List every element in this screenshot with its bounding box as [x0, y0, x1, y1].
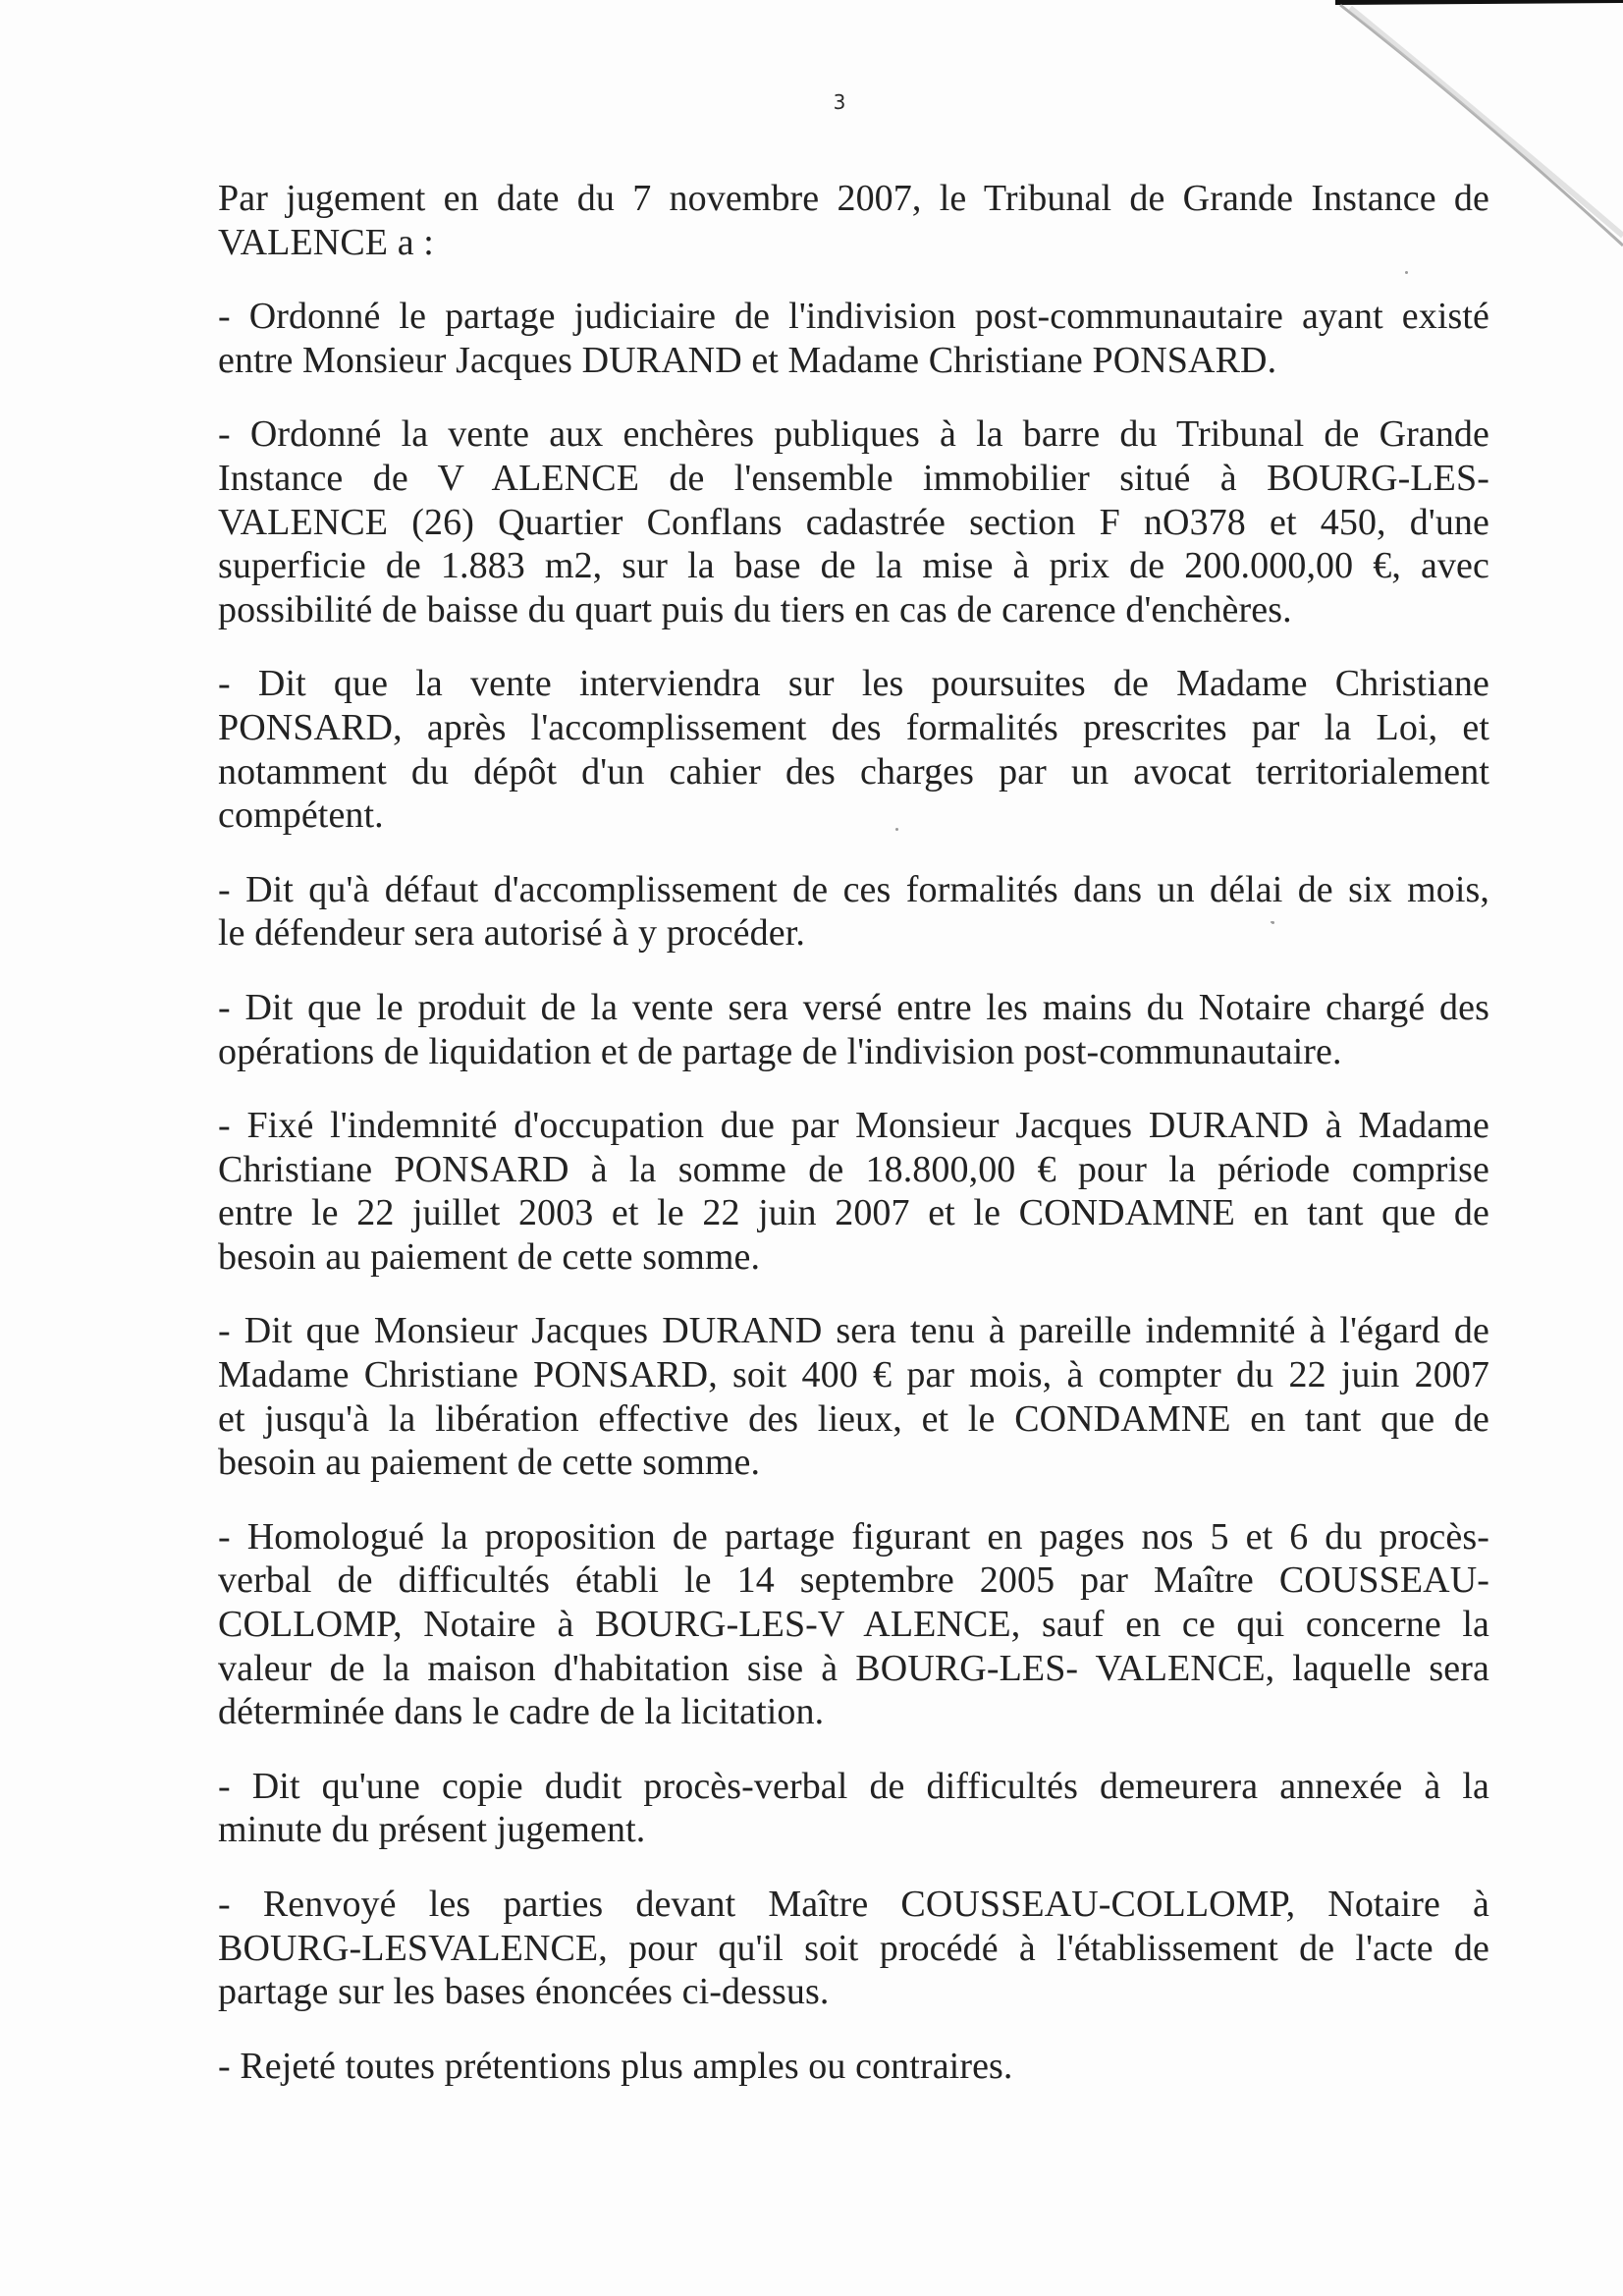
text-line: - Dit qu'à défaut d'accomplissement de ces formalités dans un délai de six mois, [218, 868, 1489, 910]
text-line: PONSARD, après l'accomplissement des formalités prescrites par la Loi, et [218, 706, 1489, 748]
paragraph-copie [218, 1765, 1489, 1852]
text-line: - Ordonné la vente aux enchères publiques à la barre du Tribunal de Grande [218, 413, 1489, 456]
paragraph-pareille-indemnite [218, 1309, 1489, 1484]
text-line: et jusqu'à la libération effective des lieux, et le CONDAMNE en tant que de [218, 1397, 1489, 1440]
text-line: - Renvoyé les parties devant Maître COUSSEAU-COLLOMP, Notaire à [218, 1884, 1489, 1925]
scan-speck [895, 828, 898, 831]
text-line: - Dit qu'une copie dudit procès-verbal de difficultés demeurera annexée à la [218, 1765, 1489, 1807]
text-line: Christiane PONSARD à la somme de 18.800,00 € pour la période comprise [218, 1148, 1489, 1190]
text-line: notamment du dépôt d'un cahier des charges par un avocat territorialement [218, 750, 1489, 793]
text-line: VALENCE (26) Quartier Conflans cadastrée section F nO378 et 450, d'une [218, 501, 1489, 543]
text-line: - Ordonné le partage judiciaire de l'indivision post-communautaire ayant existé [218, 296, 1489, 338]
paragraph-rejete [218, 2045, 1489, 2089]
text-line: compétent. [218, 794, 384, 837]
text-line: - Rejeté toutes prétentions plus amples ou contraires. [218, 2045, 1013, 2087]
text-line: - Homologué la proposition de partage figurant en pages nos 5 et 6 du procès- [218, 1515, 1489, 1558]
document-body [218, 177, 1489, 2118]
paragraph-vente [218, 412, 1489, 631]
text-line: entre le 22 juillet 2003 et le 22 juin 2007 et le CONDAMNE en tant que de [218, 1192, 1489, 1234]
paragraph-renvoye [218, 1883, 1489, 2014]
paragraph-indemnite [218, 1104, 1489, 1279]
paragraph-poursuites [218, 662, 1489, 837]
text-line: Instance de V ALENCE de l'ensemble immobilier situé à BOURG-LES- [218, 457, 1489, 499]
text-line: VALENCE a : [218, 221, 434, 263]
text-line: partage sur les bases énoncées ci-dessus. [218, 1971, 830, 2013]
text-line: - Dit que Monsieur Jacques DURAND sera tenu à pareille indemnité à l'égard de [218, 1310, 1489, 1352]
text-line: possibilité de baisse du quart puis du tiers en cas de carence d'enchères. [218, 588, 1292, 630]
text-line: minute du présent jugement. [218, 1809, 646, 1851]
text-line: COLLOMP, Notaire à BOURG-LES-V ALENCE, sauf en ce qui concerne la [218, 1604, 1489, 1646]
scan-speck [1405, 271, 1408, 274]
text-line: verbal de difficultés établi le 14 septembre 2005 par Maître COUSSEAU- [218, 1559, 1489, 1602]
text-line: opérations de liquidation et de partage de l'indivision post-communautaire. [218, 1030, 1342, 1072]
text-line: - Dit que la vente interviendra sur les poursuites de Madame Christiane [218, 663, 1489, 705]
paragraph-defaut [218, 868, 1489, 956]
text-line: entre Monsieur Jacques DURAND et Madame Christiane PONSARD. [218, 339, 1277, 381]
paragraph-intro [218, 177, 1489, 264]
paragraph-homologue [218, 1515, 1489, 1734]
text-line: superficie de 1.883 m2, sur la base de la mise à prix de 200.000,00 €, avec [218, 545, 1489, 587]
text-line: besoin au paiement de cette somme. [218, 1442, 761, 1484]
text-line: valeur de la maison d'habitation sise à BOURG-LES- VALENCE, laquelle sera [218, 1647, 1489, 1689]
text-line: déterminée dans le cadre de la licitation. [218, 1691, 825, 1733]
text-line: BOURG-LESVALENCE, pour qu'il soit procédé à l'établissement de l'acte de [218, 1927, 1489, 1969]
text-line: le défendeur sera autorisé à y procéder. [218, 912, 805, 955]
text-line: - Fixé l'indemnité d'occupation due par Monsieur Jacques DURAND à Madame [218, 1105, 1489, 1147]
page-number: 3 [833, 90, 846, 114]
text-line: - Dit que le produit de la vente sera versé entre les mains du Notaire chargé des [218, 986, 1489, 1028]
scan-speck [1271, 921, 1272, 923]
paragraph-produit [218, 986, 1489, 1073]
paragraph-partage [218, 295, 1489, 382]
text-line: Par jugement en date du 7 novembre 2007, le Tribunal de Grande Instance de [218, 178, 1489, 219]
text-line: besoin au paiement de cette somme. [218, 1235, 761, 1278]
text-line: Madame Christiane PONSARD, soit 400 € par mois, à compter du 22 juin 2007 [218, 1354, 1489, 1396]
